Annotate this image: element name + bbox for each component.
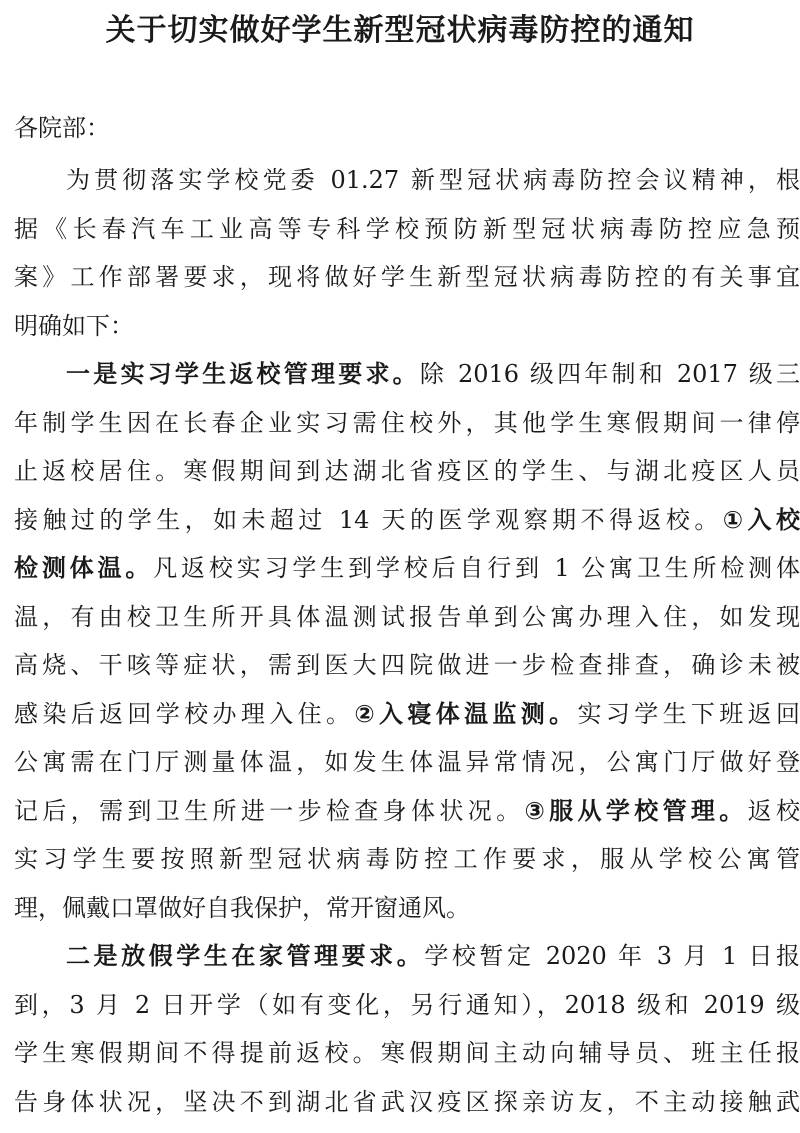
body-line (14, 981, 800, 1030)
body-text-run: 高烧、干咳等症状，需到医大四院做进一步检查排查，确诊未被 (14, 651, 800, 679)
bold-heading-text: ③服从学校管理。 (524, 796, 748, 825)
body-line (14, 496, 800, 545)
body-text-run: 明确如下： (14, 311, 134, 340)
document-title: 关于切实做好学生新型冠状病毒防控的通知 (105, 13, 695, 48)
body-text-run: 温，有由校卫生所开具体温测试报告单到公寓办理入住，如发现 (14, 602, 800, 631)
body-text-run: 到，3 月 2 日开学（如有变化，另行通知），2018 级和 2019 级 (14, 990, 800, 1019)
body-line (14, 1078, 800, 1127)
body-line (14, 835, 800, 884)
body-text-run: 记后，需到卫生所进一步检查身体状况。 (14, 796, 525, 825)
body-line (14, 593, 800, 642)
body-line (14, 884, 800, 933)
body-text-run: 为贯彻落实学校党委 01.27 新型冠状病毒防控会议精神，根 (66, 166, 800, 194)
body-line (14, 447, 800, 496)
body-line (14, 690, 800, 739)
body-line (14, 350, 800, 399)
body-text-run: 告身体状况，坚决不到湖北省武汉疫区探亲访友，不主动接触武 (14, 1087, 800, 1116)
body-line (14, 156, 800, 205)
body-text-run: 公寓需在门厅测量体温，如发生体温异常情况，公寓门厅做好登 (14, 748, 800, 776)
body-line (14, 641, 800, 690)
body-line (14, 1029, 800, 1078)
bold-heading-text: 检测体温。 (14, 554, 154, 582)
body-text-run: 案》工作部署要求，现将做好学生新型冠状病毒防控的有关事宜 (14, 263, 800, 291)
bold-heading-text: ②入寝体温监测。 (354, 699, 578, 728)
body-line (14, 205, 800, 254)
document-body (14, 156, 800, 1126)
bold-heading-text: 一是实习学生返校管理要求。 (66, 360, 420, 388)
body-text-run: 返校 (747, 796, 800, 825)
body-text-run: 年制学生因在长春企业实习需住校外，其他学生寒假期间一律停 (14, 408, 800, 437)
body-line (14, 302, 800, 351)
body-line (14, 544, 800, 593)
body-text-run: 实习学生要按照新型冠状病毒防控工作要求，服从学校公寓管 (14, 845, 800, 873)
body-text-run: 除 2016 级四年制和 2017 级三 (419, 360, 800, 388)
body-text-run: 学生寒假期间不得提前返校。寒假期间主动向辅导员、班主任报 (14, 1039, 800, 1067)
bold-heading-text: 二是放假学生在家管理要求。 (66, 942, 425, 970)
body-text-run: 凡返校实习学生到学校后自行到 1 公寓卫生所检测体 (153, 554, 800, 582)
body-line (14, 399, 800, 448)
body-text-run: 理，佩戴口罩做好自我保护，常开窗通风。 (14, 893, 470, 922)
salutation: 各院部： (14, 114, 110, 142)
body-text-run: 感染后返回学校办理入住。 (14, 699, 355, 728)
body-text-run: 止返校居住。寒假期间到达湖北省疫区的学生、与湖北疫区人员 (14, 457, 800, 485)
body-line (14, 738, 800, 787)
body-text-run: 实习学生下班返回 (577, 699, 800, 728)
body-line (14, 253, 800, 302)
body-line (14, 787, 800, 836)
body-line (14, 932, 800, 981)
bold-heading-text: ①入校 (722, 505, 800, 534)
body-text-run: 学校暂定 2020 年 3 月 1 日报 (424, 942, 800, 970)
body-text-run: 据《长春汽车工业高等专科学校预防新型冠状病毒防控应急预 (14, 214, 800, 243)
body-text-run: 接触过的学生，如未超过 14 天的医学观察期不得返校。 (14, 505, 723, 534)
